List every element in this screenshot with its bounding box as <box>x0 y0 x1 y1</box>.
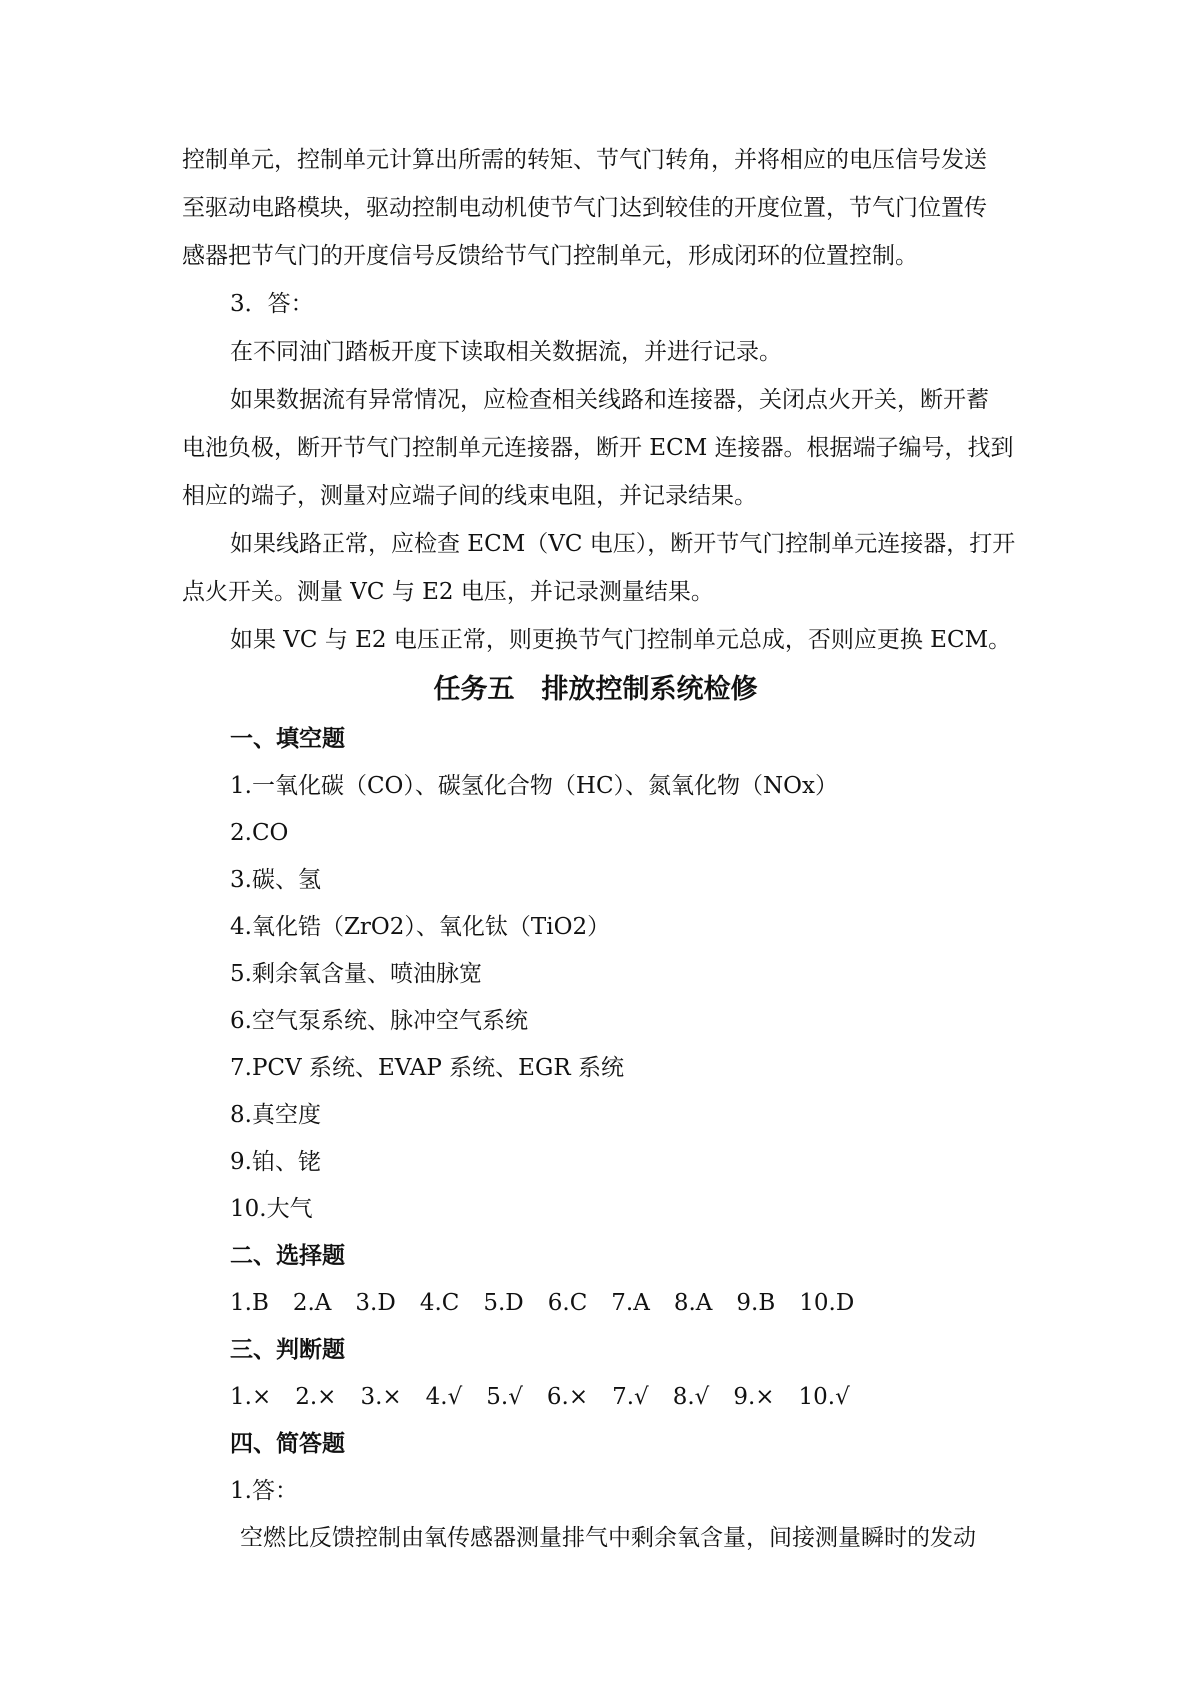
section-heading-choice: 二、选择题 <box>230 1243 345 1269</box>
fill-blank-item: 4.氧化锆（ZrO2）、氧化钛（TiO2） <box>230 914 611 940</box>
choice-answer: 6.C <box>547 1290 588 1316</box>
judge-answer: 5.√ <box>486 1384 523 1410</box>
judge-answer: 7.√ <box>612 1384 649 1410</box>
judge-answer: 9.× <box>733 1384 775 1410</box>
paragraph-line: 点火开关。测量 VC 与 E2 电压，并记录测量结果。 <box>182 579 714 605</box>
judge-answer: 6.× <box>546 1384 589 1410</box>
judge-answer: 2.× <box>295 1384 337 1410</box>
choice-answer-row <box>230 1288 878 1318</box>
paragraph-line: 控制单元，控制单元计算出所需的转矩、节气门转角，并将相应的电压信号发送 <box>182 147 987 173</box>
answer-label: 3．答： <box>230 291 314 317</box>
judge-answer: 4.√ <box>425 1384 463 1410</box>
task-title: 任务五 排放控制系统检修 <box>433 674 758 705</box>
section-heading-short-answer: 四、简答题 <box>230 1431 345 1457</box>
paragraph-line: 电池负极，断开节气门控制单元连接器，断开 ECM 连接器。根据端子编号，找到 <box>182 435 1014 461</box>
choice-answer: 5.D <box>483 1290 524 1316</box>
choice-answer: 2.A <box>292 1290 332 1316</box>
answer-label: 1.答： <box>230 1478 298 1504</box>
judge-answer-row <box>230 1382 874 1412</box>
choice-answer: 7.A <box>611 1290 650 1316</box>
choice-answer: 10.D <box>799 1290 855 1316</box>
paragraph-line: 至驱动电路模块，驱动控制电动机使节气门达到较佳的开度位置，节气门位置传 <box>182 195 987 221</box>
paragraph-line: 如果 VC 与 E2 电压正常，则更换节气门控制单元总成，否则应更换 ECM。 <box>230 627 1012 653</box>
paragraph-line: 空燃比反馈控制由氧传感器测量排气中剩余氧含量，间接测量瞬时的发动 <box>240 1525 976 1551</box>
fill-blank-item: 9.铂、铑 <box>230 1149 321 1175</box>
fill-blank-item: 2.CO <box>230 820 289 846</box>
section-heading-fill-blank: 一、填空题 <box>230 726 345 752</box>
judge-answer: 8.√ <box>672 1384 710 1410</box>
paragraph-line: 如果数据流有异常情况，应检查相关线路和连接器，关闭点火开关，断开蓄 <box>230 387 989 413</box>
fill-blank-item: 1.一氧化碳（CO）、碳氢化合物（HC）、氮氧化物（NOx） <box>230 773 839 799</box>
judge-answer: 3.× <box>360 1384 402 1410</box>
judge-answer: 10.√ <box>798 1384 850 1410</box>
fill-blank-item: 10.大气 <box>230 1196 313 1222</box>
paragraph-line: 在不同油门踏板开度下读取相关数据流，并进行记录。 <box>230 339 782 365</box>
choice-answer: 1.B <box>230 1290 269 1316</box>
fill-blank-item: 6.空气泵系统、脉冲空气系统 <box>230 1008 528 1034</box>
paragraph-line: 如果线路正常，应检查 ECM（VC 电压），断开节气门控制单元连接器，打开 <box>230 531 1016 557</box>
choice-answer: 3.D <box>355 1290 396 1316</box>
judge-answer: 1.× <box>230 1384 272 1410</box>
section-heading-judge: 三、判断题 <box>230 1337 345 1363</box>
fill-blank-item: 7.PCV 系统、EVAP 系统、EGR 系统 <box>230 1055 624 1081</box>
fill-blank-item: 5.剩余氧含量、喷油脉宽 <box>230 961 482 987</box>
fill-blank-item: 8.真空度 <box>230 1102 321 1128</box>
choice-answer: 4.C <box>419 1290 460 1316</box>
fill-blank-item: 3.碳、氢 <box>230 867 321 893</box>
paragraph-line: 相应的端子，测量对应端子间的线束电阻，并记录结果。 <box>182 483 757 509</box>
paragraph-line: 感器把节气门的开度信号反馈给节气门控制单元，形成闭环的位置控制。 <box>182 243 918 269</box>
choice-answer: 9.B <box>736 1290 776 1316</box>
choice-answer: 8.A <box>673 1290 713 1316</box>
